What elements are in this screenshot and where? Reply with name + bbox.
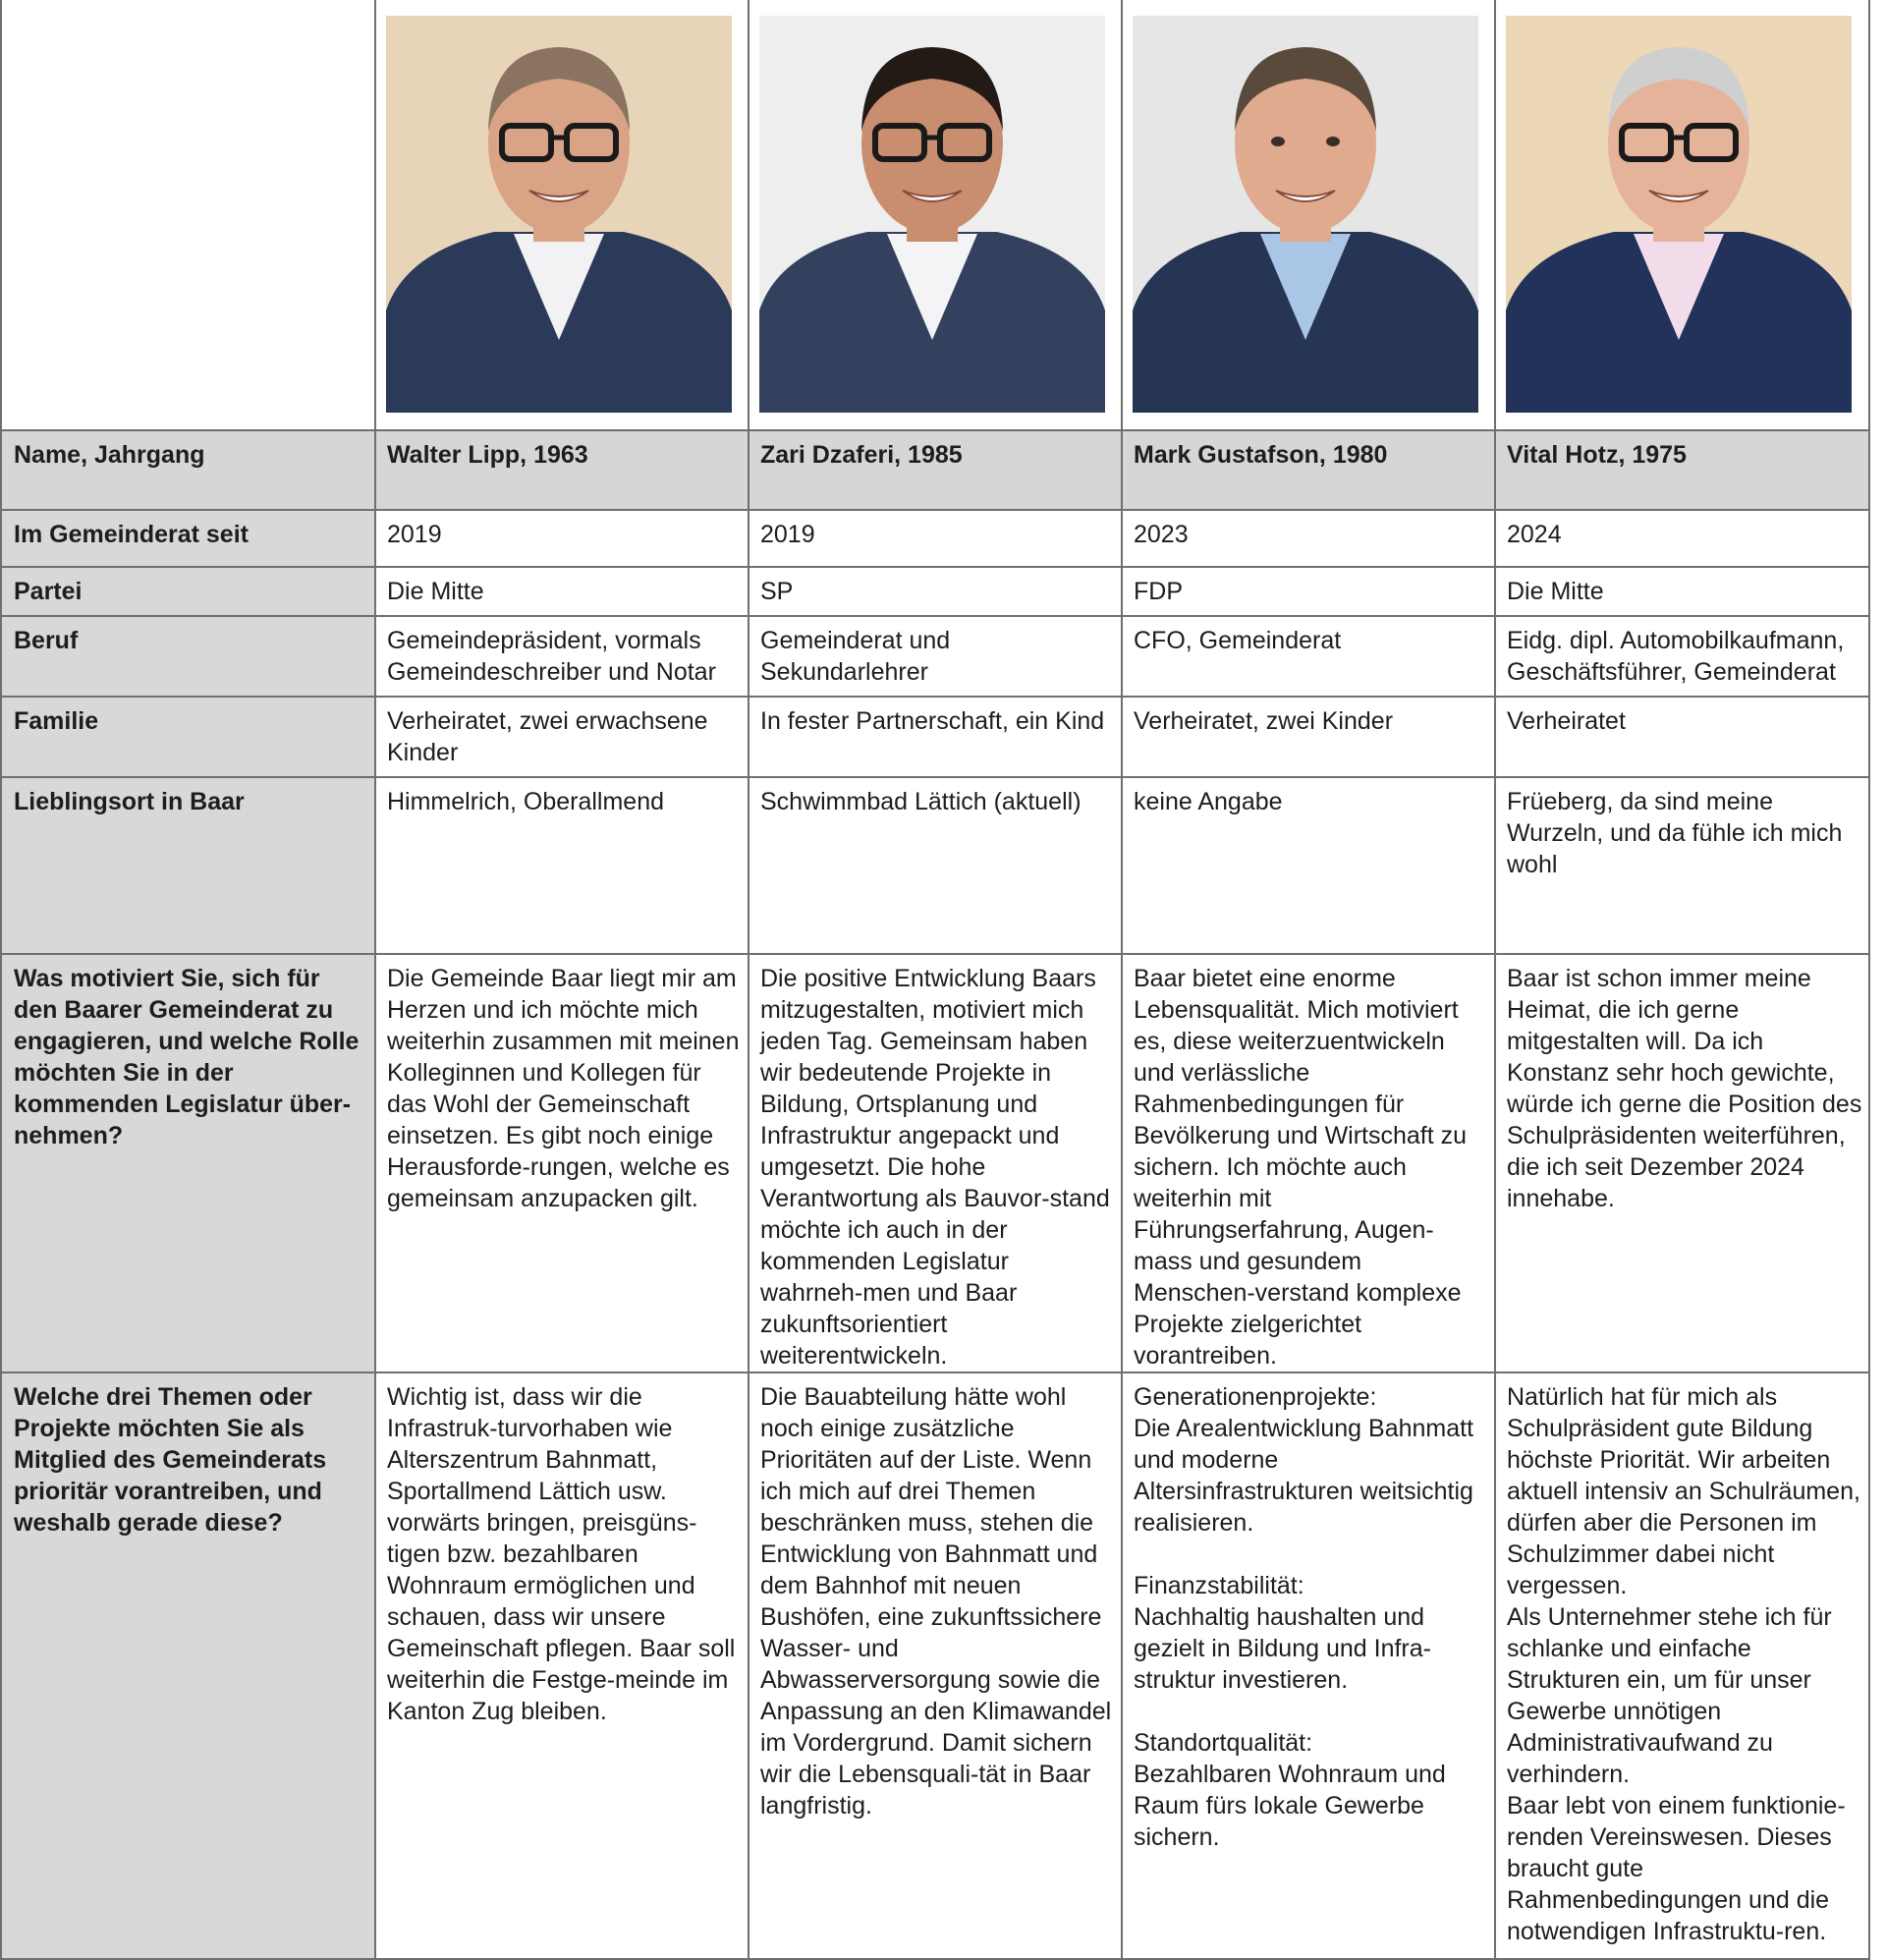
job-value: Gemeinderat und Sekundarlehrer: [749, 616, 1122, 697]
motivation-answer: Baar bietet eine enorme Lebensqualität. Mich motiviert es, diese weiterzuentwickeln und verlässliche Rahmenbedingungen für Bevölkerung und Wirtschaft zu sichern. Ich möchte auch weiterhin mit Führungserfahrung, Augen-mass und gesundem Menschen-verstand komplexe Projekte zielgerichtet vorantreiben.: [1122, 954, 1495, 1372]
row-label-name: Name, Jahrgang: [1, 430, 375, 510]
portrait-walter-lipp: [386, 16, 732, 413]
motivation-row: [1, 954, 1869, 1372]
party-row: [1, 567, 1869, 616]
topics-answer: Wichtig ist, dass wir die Infrastruk-turvorhaben wie Alterszentrum Bahnmatt, Sportallmend Lättich usw. vorwärts bringen, preisgüns-tigen bzw. bezahlbaren Wohnraum ermöglichen und schauen, dass wir unsere Gemeinschaft pflegen. Baar soll weiterhin die Festge-meinde im Kanton Zug bleiben.: [375, 1372, 749, 1959]
party-value: FDP: [1122, 567, 1495, 616]
favorite-place-value: Früeberg, da sind meine Wurzeln, und da fühle ich mich wohl: [1495, 777, 1869, 954]
party-value: SP: [749, 567, 1122, 616]
candidate-name: Mark Gustafson, 1980: [1122, 430, 1495, 510]
job-value: Gemeindepräsident, vormals Gemeindeschreiber und Notar: [375, 616, 749, 697]
family-row: [1, 697, 1869, 777]
since-value: 2019: [375, 510, 749, 567]
job-value: Eidg. dipl. Automobilkaufmann, Geschäftsführer, Gemeinderat: [1495, 616, 1869, 697]
portrait-mark-gustafson: [1133, 16, 1478, 413]
motivation-answer: Die positive Entwicklung Baars mitzugestalten, motiviert mich jeden Tag. Gemeinsam haben wir bedeutende Projekte in Bildung, Ortsplanung und Infrastruktur angepackt und umgesetzt. Die hohe Verantwortung als Bauvor-stand möchte ich auch in der kommenden Legislatur wahrneh-men und Baar zukunftsorientiert weiterentwickeln.: [749, 954, 1122, 1372]
empty-corner-cell: [1, 0, 375, 430]
party-value: Die Mitte: [375, 567, 749, 616]
portrait-illustration: [1133, 16, 1478, 413]
motivation-answer: Die Gemeinde Baar liegt mir am Herzen und ich möchte mich weiterhin zusammen mit meinen Kolleginnen und Kollegen für das Wohl der Gemeinschaft einsetzen. Es gibt noch einige Herausforde-rungen, welche es gemeinsam anzupacken gilt.: [375, 954, 749, 1372]
since-value: 2023: [1122, 510, 1495, 567]
favorite-place-row: [1, 777, 1869, 954]
row-label-topics: Welche drei Themen oder Projekte möchten Sie als Mitglied des Gemeinderats prioritär vorantreiben, und weshalb gerade diese?: [1, 1372, 375, 1959]
portrait-illustration: [759, 16, 1105, 413]
row-label-motivation: Was motiviert Sie, sich für den Baarer Gemeinderat zu engagieren, und welche Rolle möchten Sie in der kommenden Legislatur über-nehmen?: [1, 954, 375, 1372]
topics-row: [1, 1372, 1869, 1959]
name-row: [1, 430, 1869, 510]
favorite-place-value: Schwimmbad Lättich (aktuell): [749, 777, 1122, 954]
photo-cell-4: [1495, 0, 1869, 430]
row-label-favorite-place: Lieblingsort in Baar: [1, 777, 375, 954]
since-value: 2024: [1495, 510, 1869, 567]
favorite-place-value: keine Angabe: [1122, 777, 1495, 954]
photo-row: [1, 0, 1869, 430]
candidate-name: Vital Hotz, 1975: [1495, 430, 1869, 510]
portrait-vital-hotz: [1506, 16, 1852, 413]
portrait-illustration: [1506, 16, 1852, 413]
family-value: In fester Partnerschaft, ein Kind: [749, 697, 1122, 777]
job-row: [1, 616, 1869, 697]
topics-answer: Die Bauabteilung hätte wohl noch einige zusätzliche Prioritäten auf der Liste. Wenn ich mich auf drei Themen beschränken muss, stehen die Entwicklung von Bahnmatt und dem Bahnhof mit neuen Bushöfen, eine zukunftssichere Wasser- und Abwasserversorgung sowie die Anpassung an den Klimawandel im Vordergrund. Damit sichern wir die Lebensquali-tät in Baar langfristig.: [749, 1372, 1122, 1959]
since-value: 2019: [749, 510, 1122, 567]
party-value: Die Mitte: [1495, 567, 1869, 616]
portrait-eye-left: [1271, 137, 1285, 146]
photo-cell-2: [749, 0, 1122, 430]
topics-answer: Natürlich hat für mich als Schulpräsident gute Bildung höchste Priorität. Wir arbeiten aktuell intensiv an Schulräumen, dürfen aber die Personen im Schulzimmer dabei nicht vergessen. Als Unternehmer stehe ich für schlanke und einfache Strukturen ein, um für unser Gewerbe unnötigen Administrativaufwand zu verhindern. Baar lebt von einem funktionie-renden Vereinswesen. Dieses braucht gute Rahmenbedingungen und die notwendigen Infrastruktu-ren.: [1495, 1372, 1869, 1959]
portrait-illustration: [386, 16, 732, 413]
row-label-job: Beruf: [1, 616, 375, 697]
topics-answer: Generationenprojekte: Die Arealentwicklung Bahnmatt und moderne Altersinfrastrukturen weitsichtig realisieren. Finanzstabilität: Nachhaltig haushalten und gezielt in Bildung und Infra-struktur investieren. Standortqualität: Bezahlbaren Wohnraum und Raum fürs lokale Gewerbe sichern.: [1122, 1372, 1495, 1959]
portrait-eye-right: [1326, 137, 1340, 146]
candidate-name: Walter Lipp, 1963: [375, 430, 749, 510]
portrait-zari-dzaferi: [759, 16, 1105, 413]
family-value: Verheiratet, zwei erwachsene Kinder: [375, 697, 749, 777]
row-label-party: Partei: [1, 567, 375, 616]
row-label-family: Familie: [1, 697, 375, 777]
photo-cell-1: [375, 0, 749, 430]
motivation-answer: Baar ist schon immer meine Heimat, die ich gerne mitgestalten will. Da ich Konstanz sehr hoch gewichte, würde ich gerne die Position des Schulpräsidenten weiterführen, die ich seit Dezember 2024 innehabe.: [1495, 954, 1869, 1372]
since-row: [1, 510, 1869, 567]
family-value: Verheiratet, zwei Kinder: [1122, 697, 1495, 777]
candidate-name: Zari Dzaferi, 1985: [749, 430, 1122, 510]
job-value: CFO, Gemeinderat: [1122, 616, 1495, 697]
photo-cell-3: [1122, 0, 1495, 430]
favorite-place-value: Himmelrich, Oberallmend: [375, 777, 749, 954]
family-value: Verheiratet: [1495, 697, 1869, 777]
row-label-since: Im Gemeinderat seit: [1, 510, 375, 567]
